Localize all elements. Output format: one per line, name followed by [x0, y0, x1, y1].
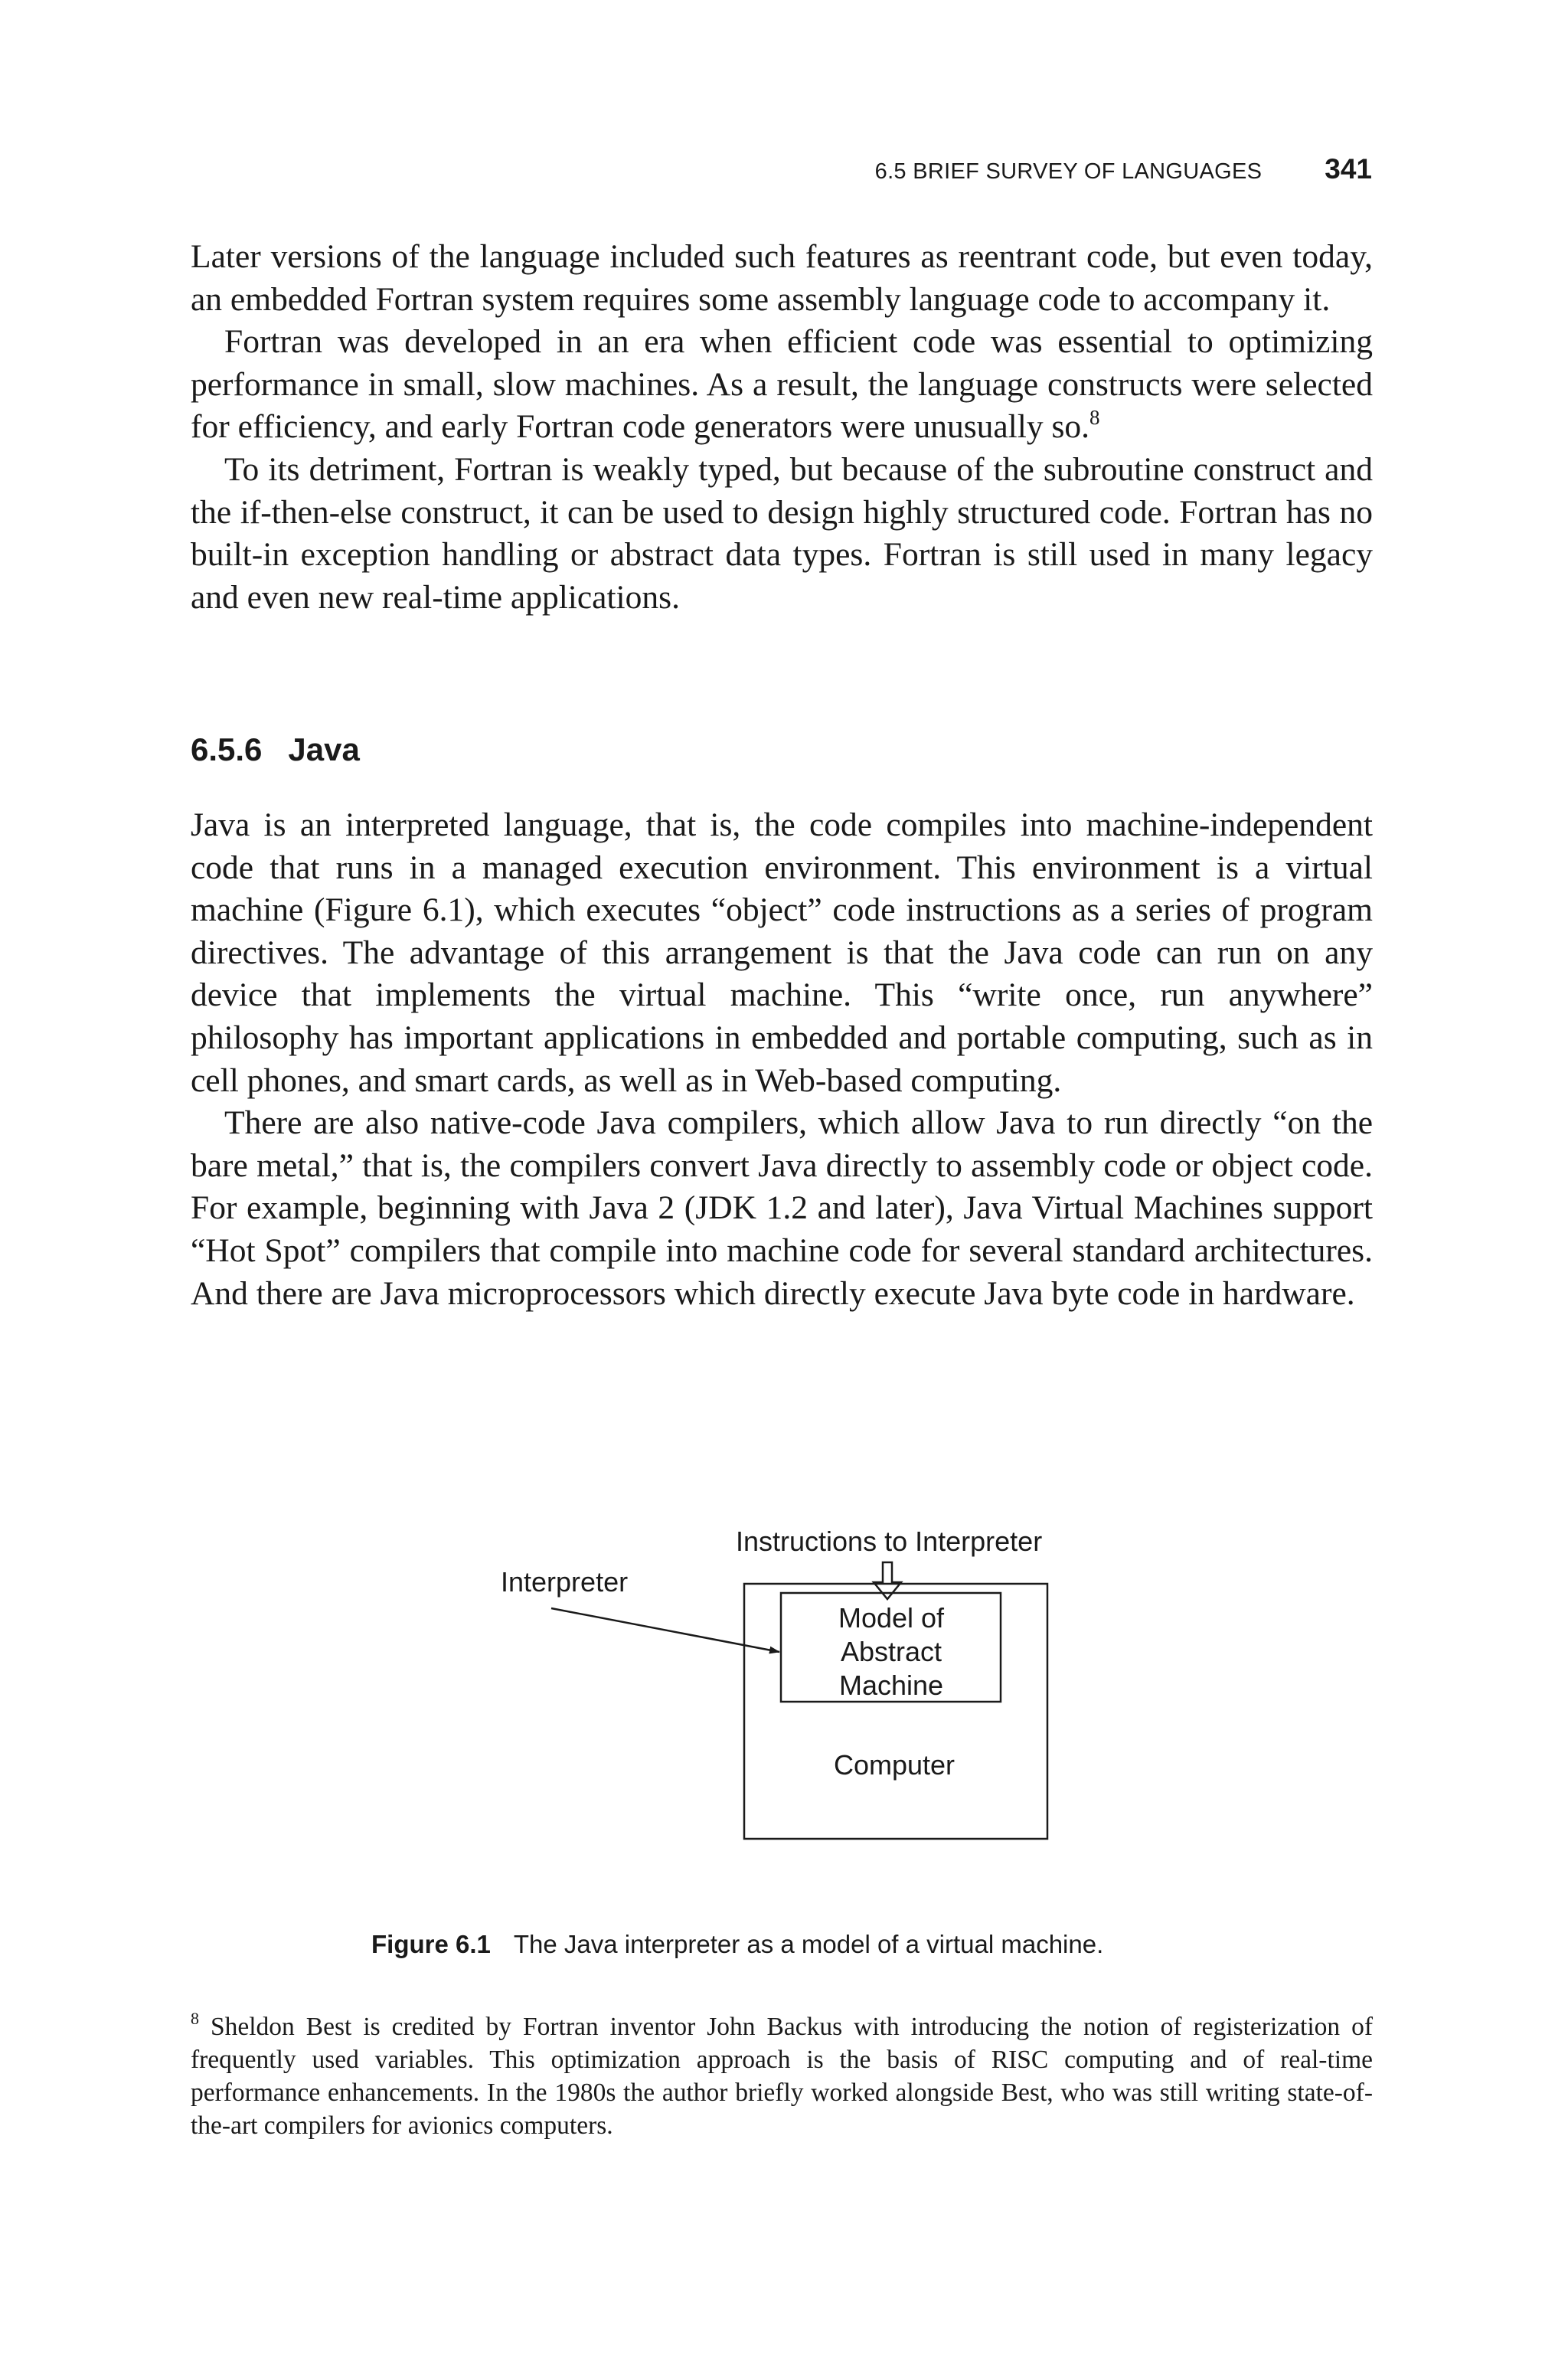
running-head-section: 6.5 BRIEF SURVEY OF LANGUAGES — [874, 159, 1263, 184]
interpreter-pointer-arrow — [551, 1608, 779, 1652]
figure-6-1 — [0, 1486, 1568, 1915]
inner-box-line: Model of — [838, 1602, 945, 1634]
caption-text: The Java interpreter as a model of a virtual machine. — [513, 1930, 1104, 1958]
section-heading — [191, 731, 360, 768]
section-title: Java — [288, 731, 360, 767]
page-number: 341 — [1325, 153, 1372, 185]
virtual-machine-diagram — [0, 1486, 1568, 1915]
inner-box-line: Abstract — [840, 1636, 942, 1667]
paragraph-text: Fortran was developed in an era when efficient code was essential to optimizing performance in small, slow machines. As a result, the language constructs were selected for efficiency, and early Fortran code generators were unusually so. — [191, 323, 1373, 446]
footnote-reference[interactable]: 8 — [1089, 405, 1100, 429]
running-head — [875, 153, 1372, 185]
java-text-block — [191, 804, 1373, 1315]
paragraph: To its detriment, Fortran is weakly typed, but because of the subroutine construct and the if-then-else construct, it can be used to design highly structured code. Fortran has no built-in exception handling or abstract data types. Fortran is still used in many legacy and even new real-time applications. — [191, 450, 1373, 616]
inner-box-line: Machine — [838, 1670, 944, 1701]
footnote — [191, 2010, 1373, 2142]
footnote-marker: 8 — [191, 2008, 199, 2028]
interpreter-label: Interpreter — [501, 1566, 629, 1598]
paragraph: There are also native-code Java compilers, which allow Java to run directly “on the bare metal,” that is, the compilers convert Java directly to assembly code or object code. For example, beginning with Java 2 (JDK 1.2 and later), Java Virtual Machines support “Hot Spot” compilers that compile into machine code for several standard architectures. And there are Java microprocessors which directly execute Java byte code in hardware. — [191, 1104, 1373, 1312]
caption-label: Figure 6.1 — [371, 1930, 491, 1958]
footnote-text: Sheldon Best is credited by Fortran inventor John Backus with introducing the notion of registerization of frequently used variables. This optimization approach is the basis of RISC computing and of real-time performance enhancements. In the 1980s the author briefly worked alongside Best, who was still writing state-of-the-art compilers for avionics computers. — [191, 2013, 1374, 2140]
figure-caption — [371, 1930, 1103, 1959]
paragraph — [191, 321, 1373, 449]
computer-label: Computer — [833, 1749, 956, 1781]
fortran-text-block — [191, 236, 1373, 619]
section-number: 6.5.6 — [191, 731, 263, 767]
paragraph: Later versions of the language included such features as reentrant code, but even today, an embedded Fortran system requires some assembly language code to accompany it. — [191, 238, 1373, 318]
paragraph: Java is an interpreted language, that is, the code compiles into machine-independent code that runs in a managed execution environment. This environment is a virtual machine (Figure 6.1), which executes “object” code instructions as a series of program directives. The advantage of this arrangement is that the Java code can run on any device that implements the virtual machine. This “write once, run anywhere” philosophy has important applications in embedded and portable computing, such as in cell phones, and smart cards, as well as in Web-based computing. — [191, 806, 1373, 1099]
instructions-label: Instructions to Interpreter — [736, 1526, 1043, 1557]
